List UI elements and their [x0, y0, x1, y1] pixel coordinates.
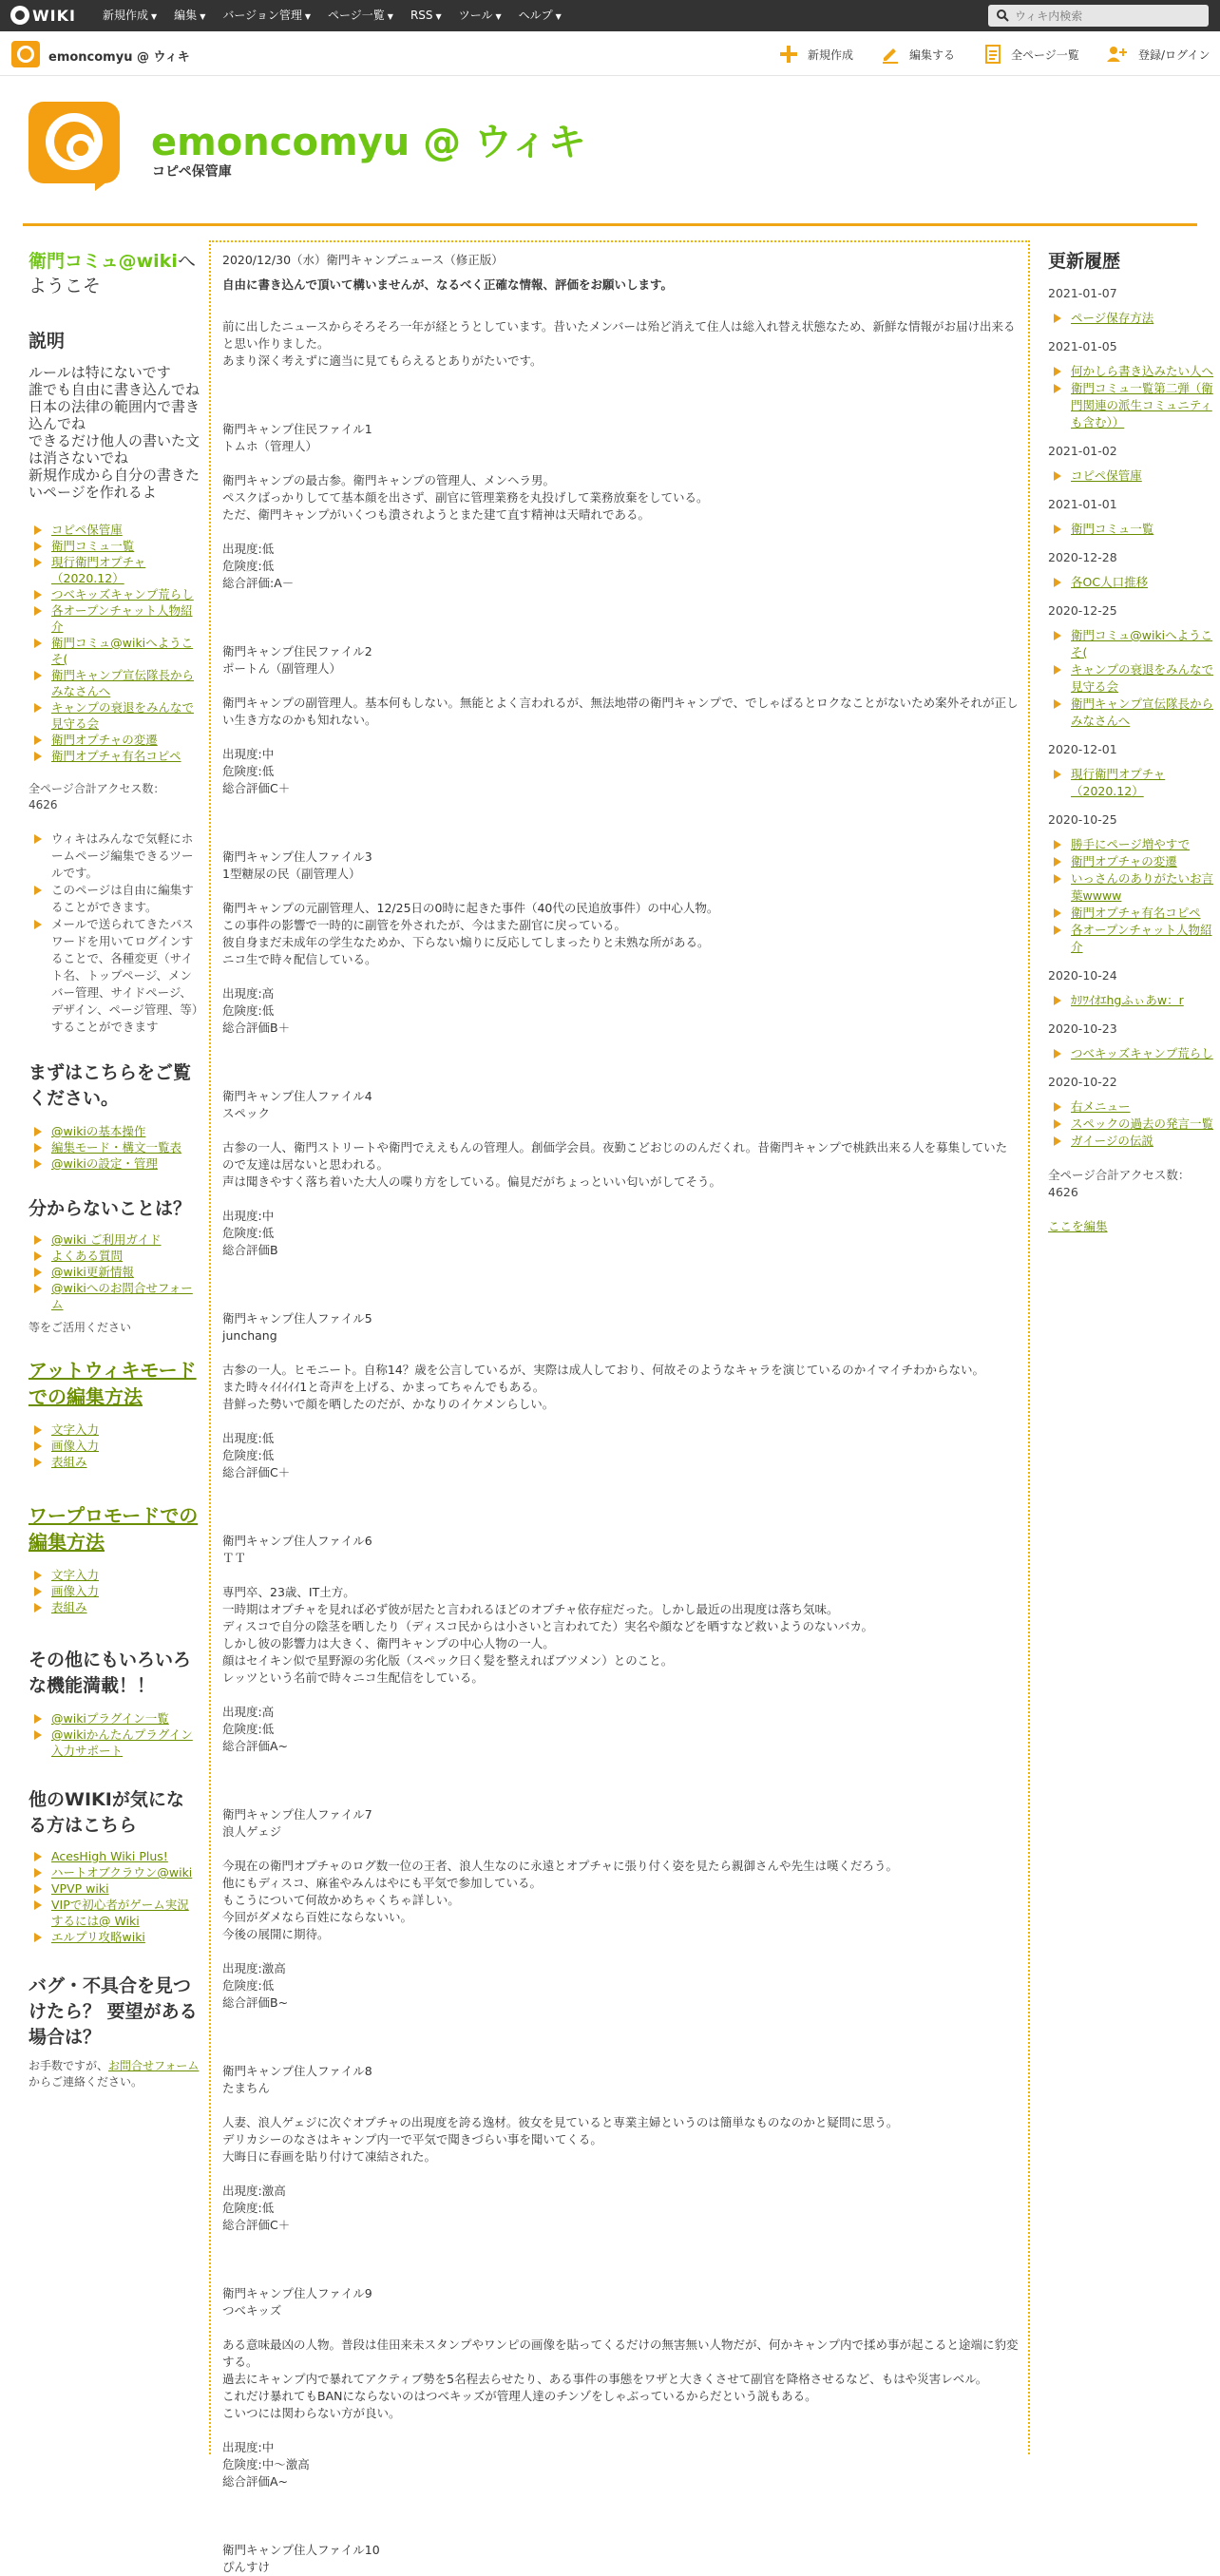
sidebar-link[interactable]: 表組み [51, 1600, 87, 1614]
wiki-title[interactable]: emoncomyu @ ウィキ [151, 121, 586, 164]
access-count-value: 4626 [29, 798, 58, 811]
file-title: 衛門キャンプ住人ファイル4 [222, 1089, 372, 1103]
resident-file [222, 1533, 1019, 1755]
topmenu-label: ツール [458, 9, 493, 22]
update-history-heading: 更新履歴 [1048, 251, 1121, 272]
resident-file [222, 849, 1019, 1037]
file-person-name: junchang [222, 1328, 277, 1343]
contact-form-link[interactable]: お問合せフォーム [108, 2059, 200, 2072]
welcome-rest: へようこそ [29, 251, 196, 296]
file-stats: 出現度:中 危険度:低 総合評価B [222, 1209, 278, 1257]
search-icon [996, 9, 1009, 22]
caret-down-icon: ▼ [151, 12, 158, 21]
caret-down-icon: ▼ [304, 12, 312, 21]
article-date-line: 2020/12/30（水）衛門キャンプニュース（修正版） [222, 253, 504, 267]
file-person-name: ポートん（副管理人） [222, 661, 342, 676]
bug-heading: バグ・不具合を見つけたら？ 要望がある場合は？ [29, 1975, 198, 2048]
resident-file [222, 1088, 1019, 1259]
history-item[interactable] [1048, 1045, 1215, 1062]
history-item[interactable] [1048, 574, 1215, 591]
history-item[interactable] [1048, 1116, 1215, 1133]
history-link[interactable]: 衛門キャンプ宣伝隊長からみなさんへ [1071, 696, 1214, 728]
resident-file [222, 2542, 1019, 2576]
file-title: 衛門キャンプ住人ファイル5 [222, 1311, 372, 1326]
file-stats: 出現度:激高 危険度:低 総合評価B~ [222, 1961, 289, 2010]
sidebar-link[interactable]: @wikiの基本操作 [51, 1124, 146, 1138]
file-description: 古参の一人、衛門ストリートや衛門でええもんの管理人。創価学会員。夜勤こどおじののんだくれ。昔衛門キャンプで桃鉄出来る人を募集していたので友達は居ないと思われる。 声は聞きやすく落ち着いた大人の喋り方をしている。偏見だがちょっといい匂いがしてそう。 [222, 1140, 1008, 1189]
topmenu-item[interactable] [459, 0, 502, 31]
file-title: 衛門キャンプ住民ファイル1 [222, 422, 372, 436]
history-link[interactable]: キャンプの衰退をみんなで見守る会 [1071, 662, 1214, 694]
file-description: 古参の一人。ヒモニート。自称14？歳を公言しているが、実際は成人しており、何故そのようなキャラを演じているのかイマイチわからない。 また時々ｲｲｲｲｲ1と奇声を上げる、かまってちゃんでもある。 昔鮮った勢いで顔を晒したのだが、かなりのイケメンらしい。 [222, 1363, 985, 1411]
history-item[interactable] [1048, 661, 1215, 696]
topmenu-item[interactable] [410, 0, 442, 31]
resident-files [222, 421, 1019, 2576]
sidebar-link[interactable]: 衛門キャンプ宣伝隊長からみなさんへ [51, 668, 195, 698]
file-person-name: 浪人ゲェジ [222, 1824, 282, 1839]
file-description: ある意味最凶の人物。普段は佳田来未スタンプやワンピの画像を貼ってくるだけの無害無い人物だが、何かキャンプ内で揉め事が起こると途端に豹変する。 過去にキャンプ内で暴れてアクティブ勢を5名程去らせたり、ある事件の事態をワザと大きくさせて副官を降格させるなど、もはや災害レベル。 これだけ暴れてもBANにならないのはつべキッズが管理人達のチンゾをしゃぶっているからだという説もある。 こいつには関わらない方が良い。 [222, 2337, 1019, 2420]
history-items [1048, 467, 1215, 485]
bug-text [29, 2058, 200, 2090]
history-link[interactable]: ページ保存方法 [1071, 311, 1154, 325]
file-stats: 出現度:中 危険度:低 総合評価C＋ [222, 747, 291, 795]
article-intro: 前に出したニュースからそろそろ一年が経とうとしています。昔いたメンバーは殆ど消えて住人は総入れ替え状態なため、新鮮な情報がお届け出来ると思い作りました。 あまり深く考えずに適当に見てもらえるとありがたいです。 [222, 319, 1016, 368]
file-person-name: トムホ（管理人） [222, 439, 318, 453]
sidebar-link[interactable]: エルプリ攻略wiki [51, 1930, 145, 1944]
sidebar-link-item[interactable] [29, 1454, 200, 1470]
sidebar-link[interactable]: 各オープンチャット人物紹介 [51, 603, 193, 634]
sidebar-link[interactable]: キャンプの衰退をみんなで見守る会 [51, 700, 195, 731]
history-items [1048, 310, 1215, 327]
file-description: 衛門キャンプの副管理人。基本何もしない。無能とよく言われるが、無法地帯の衛門キャンプで、でしゃばるとロクなことがないため案外それが正しい生き方なのかも知れない。 [222, 696, 1019, 727]
history-link[interactable]: 各オープンチャット人物紹介 [1071, 923, 1212, 954]
history-item[interactable] [1048, 363, 1215, 380]
resident-file [222, 1806, 1019, 2012]
users-icon [1106, 45, 1129, 64]
sidebar-link[interactable]: @wikiの設定・管理 [51, 1156, 158, 1171]
history-link[interactable]: 勝手にページ増やすで [1071, 837, 1191, 851]
resident-file [222, 2285, 1019, 2490]
history-date: 2021-01-05 [1048, 339, 1117, 353]
topmenu-label: RSS [410, 9, 433, 22]
sidebar-link-item[interactable] [29, 554, 200, 586]
sidebar-link-item[interactable] [29, 1231, 200, 1248]
sidebar-link-item[interactable] [29, 732, 200, 748]
sidebar-link[interactable]: @wikiプラグイン一覧 [51, 1711, 169, 1726]
right-access-count [1048, 1167, 1215, 1201]
article-body [222, 252, 1019, 2576]
sidebar-link[interactable]: @wikiへのお問合せフォーム [51, 1281, 193, 1311]
wp-mode-heading[interactable]: ワープロモードでの編集方法 [29, 1504, 199, 1554]
sidebar-link[interactable]: 画像入力 [51, 1584, 100, 1598]
global-topbar [0, 0, 1220, 31]
history-link[interactable]: いっさんのありがたいお言葉wwww [1071, 871, 1214, 903]
atwiki-link-list [29, 1422, 200, 1470]
sidebar-link-item[interactable] [29, 635, 200, 667]
history-items [1048, 836, 1215, 956]
sidebar-link[interactable]: 現行衛門オプチャ（2020.12） [51, 555, 146, 585]
sidebar-link[interactable]: 文字入力 [51, 1422, 100, 1437]
sidebar-link[interactable]: ハートオブクラウン@wiki [51, 1865, 193, 1880]
file-stats: 出現度:高 危険度:低 総合評価A~ [222, 1705, 289, 1753]
sidebar-link-item[interactable] [29, 1848, 200, 1864]
caret-down-icon: ▼ [555, 12, 562, 21]
sidebar-link[interactable]: VIPで初心者がゲーム実況するには@ Wiki [51, 1898, 189, 1928]
sidebar-link[interactable]: 画像入力 [51, 1439, 100, 1453]
sidebar-link[interactable]: つべキッズキャンプ荒らし [51, 587, 194, 601]
wiki-header [23, 95, 1197, 226]
history-item[interactable] [1048, 1098, 1215, 1116]
sidebar-link-item[interactable] [29, 522, 200, 538]
history-item[interactable] [1048, 467, 1215, 485]
history-item[interactable] [1048, 905, 1215, 922]
login-label: 登録/ログイン [1138, 48, 1210, 62]
caret-down-icon: ▼ [387, 12, 393, 21]
history-item[interactable] [1048, 521, 1215, 538]
caret-down-icon: ▼ [495, 12, 502, 21]
sidebar-link-item[interactable] [29, 1929, 200, 1945]
welcome-text [29, 249, 200, 298]
wp-link-list [29, 1567, 200, 1615]
atwiki-logo[interactable] [10, 6, 92, 25]
rules-line: 新規作成から自分の書きたいページを作れるよ [29, 467, 200, 501]
file-description: 衛門キャンプの最古参。衛門キャンプの管理人、メンヘラ男。 ペスクばっかりしてて基本顔を出さず、副官に管理業務を丸投げして業務放棄をしている。 ただ、衛門キャンプがいくつも潰されようとまた建て直す精神は天晴れである。 [222, 473, 709, 522]
file-title: 衛門キャンプ住人ファイル10 [222, 2543, 380, 2557]
file-title: 衛門キャンプ住人ファイル8 [222, 2064, 372, 2078]
history-link[interactable]: 各OC人口推移 [1071, 575, 1149, 589]
sidebar-link-item[interactable] [29, 1567, 200, 1583]
file-person-name: ＴＴ [222, 1551, 247, 1565]
history-items [1048, 766, 1215, 800]
sidebar-link-item[interactable] [29, 538, 200, 554]
at-logo-icon [10, 6, 29, 25]
rules-line: できるだけ他人の書いた文は消さないでね [29, 432, 200, 467]
caret-down-icon: ▼ [435, 12, 442, 21]
history-link[interactable]: 右メニュー [1071, 1099, 1131, 1114]
topmenu-item[interactable] [519, 0, 562, 31]
sidebar-link[interactable]: 文字入力 [51, 1568, 100, 1582]
wiki-subtitle: コピペ保管庫 [152, 164, 232, 180]
sidebar-link[interactable]: VPVP wiki [51, 1881, 109, 1896]
history-date: 2020-10-22 [1048, 1075, 1117, 1089]
history-items [1048, 627, 1215, 730]
update-history-list [1048, 285, 1215, 1150]
main-content [209, 240, 1030, 2574]
sidebar-link-item[interactable] [29, 1123, 200, 1139]
history-link[interactable]: 現行衛門オプチャ（2020.12） [1071, 767, 1166, 798]
right-access-label: 全ページ合計アクセス数： [1048, 1168, 1191, 1182]
file-description: 衛門キャンプの元副管理人、12/25日の0時に起きた事件（40代の民追放事件）の中心人物。 この事件の影響で一時的に副管を外されたが、今はまた副官に戻っている。 彼自身まだ未成年の学生なためか、下らない煽りに反応してしまったりと未熟な所がある。 ニコ生で時々配信している。 [222, 901, 719, 966]
document-icon [984, 45, 1001, 64]
edit-button[interactable] [881, 45, 955, 64]
global-menu [103, 0, 579, 31]
file-stats: 出現度:低 危険度:低 総合評価C＋ [222, 1431, 291, 1479]
all-pages-button[interactable] [984, 45, 1079, 64]
site-logo-icon[interactable] [11, 41, 40, 67]
file-stats: 出現度:中 危険度:中〜激高 総合評価A~ [222, 2440, 310, 2489]
new-page-label: 新規作成 [808, 48, 854, 62]
sidebar-link[interactable]: 編集モード・構文一覧表 [51, 1140, 182, 1154]
sidebar-link-item[interactable] [29, 1864, 200, 1880]
history-link[interactable]: 衛門オプチャの変遷 [1071, 854, 1177, 868]
history-item[interactable] [1048, 853, 1215, 870]
history-date: 2021-01-01 [1048, 497, 1117, 511]
history-link[interactable]: 衛門コミュ一覧第二弾（衛門関連の派生コミュニティも含む）） [1071, 381, 1213, 429]
sidebar-link-item[interactable] [29, 1897, 200, 1929]
sidebar-link-item[interactable] [29, 1880, 200, 1897]
login-button[interactable] [1106, 45, 1210, 64]
history-item[interactable] [1048, 992, 1215, 1009]
resident-file [222, 2063, 1019, 2234]
right-access-value: 4626 [1048, 1185, 1078, 1199]
features-heading: その他にもいろいろな機能満載！！ [29, 1650, 192, 1696]
history-item[interactable] [1048, 310, 1215, 327]
file-description: 専門卒、23歳、IT土方。 一時期はオプチャを見れば必ず彼が居たと言われるほどのオプチャ依存症だった。しかし最近の出現度は落ち気味。 ディスコで自分の陰茎を晒したり（ディスコ民からは小さいと言われてた）実名や顔などを晒すなど救いようのないバカ。 しかし彼の影響力は大きく、衛門キャンプの中心人物の一人。 顔はセイキン似で星野源の劣化版（スペック曰く髪を整えればブツメン）とのこと。 レッツという名前で時々ニコ生配信をしている。 [222, 1585, 874, 1685]
sidebar-link[interactable]: 衛門オプチャ有名コピペ [51, 749, 181, 763]
sidebar-link-item[interactable] [29, 1248, 200, 1264]
sidebar-link-item[interactable] [29, 667, 200, 699]
history-item[interactable] [1048, 870, 1215, 905]
sidebar-link[interactable]: 衛門コミュ@wikiへようこそ( [51, 636, 194, 666]
sidebar-link-item[interactable] [29, 699, 200, 732]
history-items [1048, 992, 1215, 1009]
sidebar-link-item[interactable] [29, 602, 200, 635]
resident-file [222, 643, 1019, 797]
history-date: 2021-01-07 [1048, 286, 1117, 300]
file-person-name: スペック [222, 1106, 271, 1120]
about-item: このページは自由に編集することができます。 [29, 882, 200, 916]
edit-this-link[interactable]: ここを編集 [1048, 1219, 1108, 1233]
history-item[interactable] [1048, 627, 1215, 661]
file-person-name: 1型糖尿の民（副管理人） [222, 867, 361, 881]
history-item[interactable] [1048, 836, 1215, 853]
topmenu-item[interactable] [328, 0, 393, 31]
history-item[interactable] [1048, 1133, 1215, 1150]
rules-text [29, 364, 200, 501]
access-count [29, 781, 200, 813]
bug-text-post: からご連絡ください。 [29, 2075, 143, 2089]
topmenu-item[interactable] [174, 0, 205, 31]
atwiki-logo-text: WIKI [32, 7, 76, 25]
menu-link-list [29, 522, 200, 764]
help-heading: 分からないことは？ [29, 1198, 192, 1219]
file-stats: 出現度:低 危険度:低 総合評価:A－ [222, 542, 295, 590]
site-toolbar [0, 31, 1220, 76]
other-wiki-heading: 他のWIKIが気になる方はこちら [29, 1789, 184, 1836]
resident-file [222, 421, 1019, 592]
history-items [1048, 1098, 1215, 1150]
about-item: ウィキはみんなで気軽にホームページ編集できるツールです。 [29, 830, 200, 882]
topmenu-label: 新規作成 [103, 9, 149, 22]
edit-this-link-wrap [1048, 1218, 1215, 1235]
help-link-list [29, 1231, 200, 1312]
left-sidebar [29, 249, 200, 2090]
history-date: 2020-10-23 [1048, 1021, 1117, 1036]
sidebar-link-item[interactable] [29, 1583, 200, 1599]
file-stats: 出現度:激高 危険度:低 総合評価C＋ [222, 2184, 291, 2232]
history-item[interactable] [1048, 380, 1215, 431]
sidebar-link[interactable]: 表組み [51, 1455, 87, 1469]
sidebar-link-item[interactable] [29, 1155, 200, 1172]
atwiki-mode-heading[interactable]: アットウィキモードでの編集方法 [29, 1359, 197, 1408]
file-description: 今現在の衛門オプチャのログ数一位の王者、浪人生なのに永遠とオプチャに張り付く姿を見たら親御さんや先生は嘆くだろう。 他にもディスコ、麻雀やみんはやにも平気で参加している。 もこうについて何故かめちゃくちゃ詳しい。 今回がダメなら百姓にならないい。 今後の展開に期待。 [222, 1859, 899, 1941]
sidebar-link-item[interactable] [29, 748, 200, 764]
history-link[interactable]: 衛門コミュ一覧 [1071, 522, 1154, 536]
site-name[interactable]: emoncomyu @ ウィキ [48, 50, 190, 65]
rules-heading: 説明 [29, 331, 66, 352]
sidebar-link[interactable]: コピペ保管庫 [51, 523, 123, 537]
file-title: 衛門キャンプ住人ファイル9 [222, 2286, 372, 2300]
file-title: 衛門キャンプ住人ファイル3 [222, 849, 372, 864]
history-link[interactable]: 何かしら書き込みたい人へ [1071, 364, 1214, 378]
sidebar-link[interactable]: 衛門コミュ一覧 [51, 539, 135, 553]
file-stats: 出現度:高 危険度:低 総合評価B＋ [222, 986, 291, 1035]
sidebar-link[interactable]: よくある質問 [51, 1249, 124, 1263]
welcome-link[interactable]: 衛門コミュ@wiki [29, 251, 178, 272]
about-list [29, 830, 200, 1036]
article-notice: 自由に書き込んで頂いて構いませんが、なるべく正確な情報、評価をお願いします。 [222, 277, 674, 292]
file-person-name: つべキッズ [222, 2303, 282, 2318]
sidebar-link-item[interactable] [29, 1264, 200, 1280]
rules-line: ルールは特にないです [29, 364, 171, 381]
history-date: 2020-12-28 [1048, 550, 1117, 564]
history-items [1048, 521, 1215, 538]
access-count-label: 全ページ合計アクセス数： [29, 782, 165, 795]
history-item[interactable] [1048, 696, 1215, 730]
history-link[interactable]: ガイージの伝説 [1071, 1134, 1153, 1148]
wiki-search-box[interactable] [988, 5, 1209, 27]
file-description: 人妻、浪人ゲェジに次ぐオプチャの出現度を誇る逸材。彼女を見ていると専業主婦というのは簡単なものなのかと疑問に思う。 デリカシーのなさはキャンプ内一で平気で聞きづらい事を聞いてくる。 大晦日に春画を貼り付けて凍結された。 [222, 2115, 899, 2164]
history-link[interactable]: スペックの過去の発言一覧 [1071, 1116, 1214, 1131]
sidebar-link-item[interactable] [29, 1727, 200, 1759]
plus-icon [779, 45, 798, 64]
sidebar-link-item[interactable] [29, 1599, 200, 1615]
history-link[interactable]: 衛門コミュ@wikiへようこそ( [1071, 628, 1213, 659]
bug-text-pre: お手数ですが、 [29, 2059, 109, 2072]
sidebar-link[interactable]: 衛門オプチャの変遷 [51, 733, 158, 747]
pencil-icon [881, 45, 900, 64]
sidebar-link-item[interactable] [29, 1139, 200, 1155]
sidebar-link-item[interactable] [29, 1280, 200, 1312]
other-wiki-link-list [29, 1848, 200, 1945]
sidebar-link[interactable]: @wiki更新情報 [51, 1265, 134, 1279]
sidebar-link-item[interactable] [29, 586, 200, 602]
sidebar-link[interactable]: @wiki ご利用ガイド [51, 1232, 162, 1247]
file-title: 衛門キャンプ住人ファイル6 [222, 1534, 372, 1548]
history-date: 2021-01-02 [1048, 444, 1117, 458]
topmenu-label: ページ一覧 [328, 9, 385, 22]
sidebar-link[interactable]: AcesHigh Wiki Plus! [51, 1849, 168, 1863]
caret-down-icon: ▼ [200, 12, 206, 21]
sidebar-link[interactable]: @wikiかんたんプラグイン入力サポート [51, 1727, 193, 1758]
first-heading: まずはこちらをご覧ください。 [29, 1062, 192, 1109]
rules-line: 日本の法律の範囲内で書き込んでね [29, 398, 200, 432]
history-date: 2020-12-01 [1048, 742, 1117, 756]
history-link[interactable]: 衛門オプチャ有名コピペ [1071, 906, 1201, 920]
file-person-name: ぴんすけ [222, 2560, 271, 2574]
history-item[interactable] [1048, 922, 1215, 956]
features-link-list [29, 1710, 200, 1759]
new-page-button[interactable] [779, 45, 853, 64]
history-date: 2020-10-25 [1048, 812, 1117, 827]
edit-label: 編集する [909, 48, 956, 62]
file-title: 衛門キャンプ住民ファイル2 [222, 644, 372, 658]
history-date: 2020-10-24 [1048, 968, 1117, 983]
resident-file [222, 1310, 1019, 1481]
sidebar-link-item[interactable] [29, 1438, 200, 1454]
file-person-name: たまちん [222, 2081, 271, 2095]
topmenu-label: バージョン管理 [222, 9, 302, 22]
topmenu-item[interactable] [103, 0, 157, 31]
first-link-list [29, 1123, 200, 1172]
right-sidebar [1048, 249, 1215, 1235]
topmenu-label: ヘルプ [518, 9, 553, 22]
search-input[interactable] [1015, 6, 1205, 26]
sidebar-link-item[interactable] [29, 1422, 200, 1438]
history-items [1048, 574, 1215, 591]
topmenu-label: 編集 [174, 9, 198, 22]
history-link[interactable]: つべキッズキャンプ荒らし [1071, 1046, 1213, 1060]
rules-line: 誰でも自由に書き込んでね [29, 381, 200, 398]
help-footer: 等をご活用ください [29, 1321, 132, 1334]
history-link[interactable]: コピペ保管庫 [1071, 468, 1142, 483]
file-title: 衛門キャンプ住人ファイル7 [222, 1807, 372, 1822]
about-item: メールで送られてきたパスワードを用いてログインすることで、各種変更（サイト名、トップページ、メンバー管理、サイドページ、デザイン、ページ管理、等）することができます [29, 916, 200, 1036]
sidebar-link-item[interactable] [29, 1710, 200, 1727]
history-items [1048, 363, 1215, 431]
history-date: 2020-12-25 [1048, 603, 1117, 618]
topmenu-item[interactable] [222, 0, 311, 31]
history-link[interactable]: ｶﾘﾜｲｵｴhgふぃあw：r [1071, 993, 1184, 1007]
history-items [1048, 1045, 1215, 1062]
wiki-logo-icon[interactable] [29, 102, 120, 183]
history-item[interactable] [1048, 766, 1215, 800]
all-pages-label: 全ページ一覧 [1011, 48, 1079, 62]
